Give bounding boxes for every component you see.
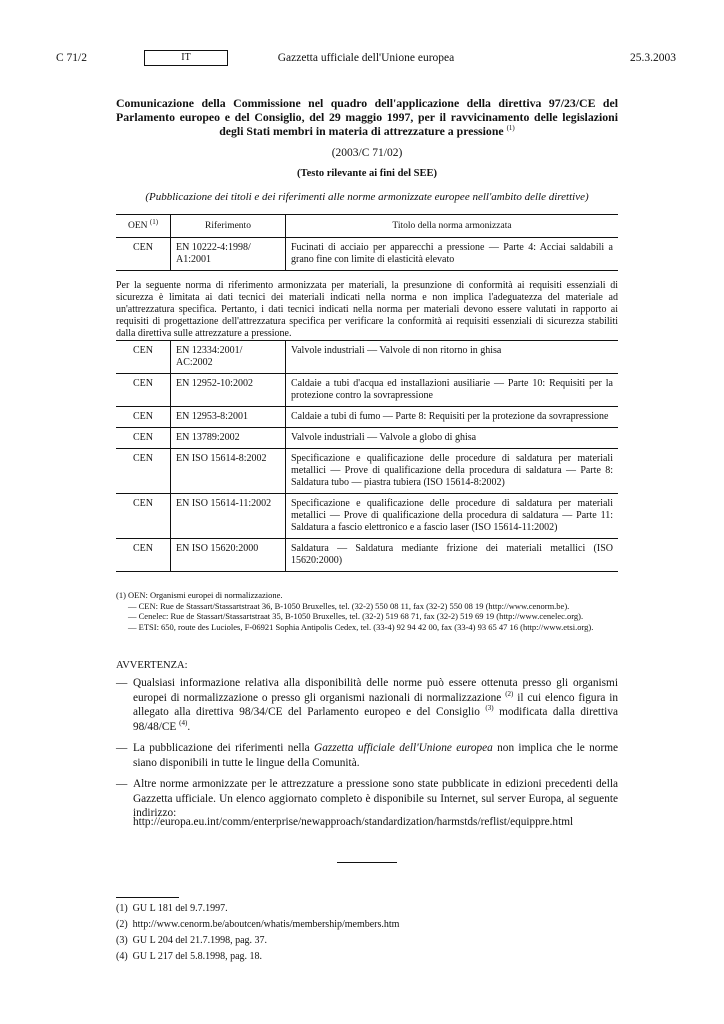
header-oen: OEN $^{(1)}$ [116,215,171,238]
journal-name: Gazzetta ufficiale dell'Unione europea [277,52,455,64]
row-reference: EN ISO 15620:2000 [171,539,286,572]
table-row [116,494,618,539]
row-oen: CEN [116,428,171,449]
row-oen: CEN [116,539,171,572]
row-reference: EN 12952-10:2002 [171,374,286,407]
table-row [116,539,618,572]
etsi-contact: — ETSI: 650, route des Lucioles, F-06921 Sophia Antipolis Cedex, tel. (33-4) 92 94 42 00, fax (33-4) 93 65 47 16 (http://www.etsi.org). [128,621,594,632]
footnote-divider [116,897,179,898]
dash-marker: — [116,778,128,790]
table-row [116,374,618,407]
row-title: Saldatura — Saldatura mediante frizione dei materiali metallici (ISO 15620:2000) [286,539,619,572]
publication-subtitle: (Pubblicazione dei titoli e dei riferimenti alle norme armonizzate europee nell'ambito delle direttive) [145,191,589,203]
row-title: Valvole industriali — Valvole a globo di ghisa [286,428,619,449]
row-title: Caldaie a tubi d'acqua ed installazioni ausiliarie — Parte 10: Requisiti per la protezione contro la sovrapressione [286,374,619,407]
page-header [56,50,676,70]
row-reference: EN ISO 15614-8:2002 [171,449,286,494]
footnote: (3) GU L 204 del 21.7.1998, pag. 37. [116,935,268,946]
table-row [116,238,618,271]
row-reference: EN 10222-4:1998/ A1:2001 [171,238,286,271]
footnote: (4) GU L 217 del 5.8.1998, pag. 18. [116,951,263,962]
europa-url[interactable]: http://europa.eu.int/comm/enterprise/newapproach/standardization/harmstds/reflist/equippre.html [133,816,574,828]
row-title: Caldaie a tubi di fumo — Parte 8: Requisiti per la protezione da sovrapressione [286,407,619,428]
list-item: — Qualsiasi informazione relativa alla disponibilità delle norme può essere ottenuta presso gli organismi europei di normalizzazione o presso gli organismi nazionali di normalizzazione $^{(2)}$ il cui elenco figura in allegato alla direttiva 98/34/CE del Parlamento europeo e del Consiglio $^{(3)}$ modificata dalla direttiva 98/48/CE $^{(4)}$. [116,677,618,733]
table-header-row [116,215,618,238]
table-row [116,449,618,494]
row-reference: EN ISO 15614-11:2002 [171,494,286,539]
cenelec-contact: — Cenelec: Rue de Stassart/Stassartstraat 35, B-1050 Bruxelles, tel. (32-2) 519 68 71, fax (32-2) 519 69 19 (http://www.cenelec.org). [128,611,584,621]
dash-marker: — [116,742,128,754]
row-title: Specificazione e qualificazione delle procedure di saldatura per materiali metallici — Prove di qualificazione della procedura di saldatura — Parte 8: Saldatura tubo — piastra tubiera (ISO 15614-8:2002) [286,449,619,494]
language-box: IT [144,50,228,66]
row-oen: CEN [116,341,171,374]
section-divider [337,862,397,863]
issue-date: 25.3.2003 [630,52,676,64]
standards-table [116,340,618,572]
row-oen: CEN [116,407,171,428]
document-reference: (2003/C 71/02) [331,147,403,159]
row-oen: CEN [116,374,171,407]
header-title: Titolo della norma armonizzata [286,215,619,238]
table-footnote [116,590,618,632]
warning-list [116,676,618,828]
table-row [116,407,618,428]
row-reference: EN 12953-8:2001 [171,407,286,428]
footnote: (2) http://www.cenorm.be/aboutcen/whatis/membership/members.htm [116,919,400,930]
footnote: (1) GU L 181 del 9.7.1997. [116,903,228,914]
communication-title [116,96,618,138]
table-footnote-label: (1) OEN: Organismi europei di normalizzazione. [116,590,283,600]
title-note-ref: (1) [506,124,515,133]
row-reference: EN 12334:2001/ AC:2002 [171,341,286,374]
list-item: — La pubblicazione dei riferimenti nella Gazzetta ufficiale dell'Unione europea non implica che le norme siano disponibili in tutte le lingue della Comunità. [116,742,619,769]
header-reference: Riferimento [171,215,286,238]
dash-marker: — [116,677,128,689]
eea-relevance: (Testo rilevante ai fini del SEE) [297,168,437,179]
warning-heading: AVVERTENZA: [116,660,188,671]
row-title: Specificazione e qualificazione delle procedure di saldatura per materiali metallici — Prove di qualificazione della procedura di saldatura — Parte 11: Saldatura a fascio elettronico e a fascio laser (ISO 15614-11:2002) [286,494,619,539]
row-oen: CEN [116,449,171,494]
standards-table-head [116,214,618,271]
title-text: Comunicazione della Commissione nel quadro dell'applicazione della direttiva 97/23/CE del Parlamento europeo e del Consiglio, del 29 maggio 1997, per il ravvicinamento delle legislazioni degli Stati membri in materia di attrezzature a pressione [116,96,618,138]
row-oen: CEN [116,238,171,271]
table-row [116,341,618,374]
row-title: Fucinati di acciaio per apparecchi a pressione — Parte 4: Acciai saldabili a grano fine con limite di elasticità elevato [286,238,619,271]
table-row [116,428,618,449]
page-footnotes [116,901,399,965]
list-item: — Altre norme armonizzate per le attrezzature a pressione sono state pubblicate in edizioni precedenti della Gazzetta ufficiale. Un elenco aggiornato completo è disponibile su Internet, sul server Europa, al seguente indirizzo: [116,778,618,819]
page-reference: C 71/2 [56,52,87,64]
row-reference: EN 13789:2002 [171,428,286,449]
row-title: Valvole industriali — Valvole di non ritorno in ghisa [286,341,619,374]
cen-contact: — CEN: Rue de Stassart/Stassartstraat 36, B-1050 Bruxelles, tel. (32-2) 550 08 11, fax (32-2) 550 08 19 (http://www.cenorm.be). [128,600,570,611]
row-oen: CEN [116,494,171,539]
material-note: Per la seguente norma di riferimento armonizzata per materiali, la presunzione di conformità ai requisiti essenziali di sicurezza è limitata ai dati tecnici dei materiali indicati nella norma e non implica l'adeguatezza del materiale ad un'attrezzatura specifica. Pertanto, i dati tecnici indicati nella norma per materiali devono essere valutati in rapporto ai requisiti di progettazione dell'attrezzatura specifica per verificare la conformità ai requisiti essenziali di sicurezza stabiliti dalla direttiva sulle attrezzature a pressione. [116,280,618,339]
